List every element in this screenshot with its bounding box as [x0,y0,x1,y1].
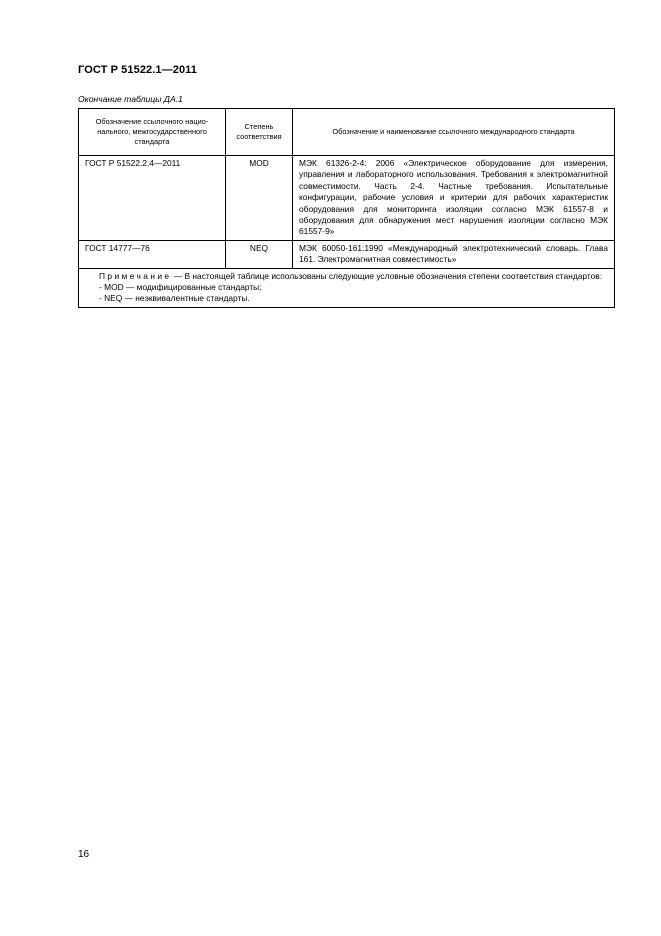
table-caption: Окончание таблицы ДА.1 [78,94,183,104]
table-note-row [79,268,615,307]
document-code: ГОСТ Р 51522.1—2011 [78,64,198,76]
header-degree-of-compliance: Степень соответствия [226,109,293,156]
page-number: 16 [78,849,90,860]
note-label: Примечание [99,270,172,281]
cell-degree-of-compliance: NEQ [226,240,293,268]
note-item-neq: - NEQ — неэквивалентные стандарты. [99,293,250,304]
cell-national-standard: ГОСТ Р 51522.2.4—2011 [79,156,226,241]
table-row [79,156,615,241]
header-national-standard: Обозначение ссылочного нацио-нального, межгосударственного стандарта [79,109,226,156]
cell-degree-of-compliance: MOD [226,156,293,241]
cell-international-standard: МЭК 61326-2-4: 2006 «Электрическое оборудование для измерения, управления и лабораторного использования. Требования к электромагнитной совместимости. Часть 2-4. Частные требования. Испытательные конфигурации, рабочие условия и критерии для рабочих характеристик оборудования для мониторинга изоляции согласно МЭК 61557-8 и оборудования для обнаружения мест нарушения изоляции согласно МЭК 61557-9» [293,156,615,241]
cell-international-standard: МЭК 60050-161:1990 «Международный электротехнический словарь. Глава 161. Электромагнитная совместимость» [293,240,615,268]
table-header-row [79,109,615,156]
cell-national-standard: ГОСТ 14777—76 [79,240,226,268]
note-paragraph [85,271,608,282]
note-text: — В настоящей таблице использованы следующие условные обозначения степени соответствия стандартов: [171,270,603,281]
table-note [79,268,615,307]
table-row [79,240,615,268]
note-item-mod: - MOD — модифицированные стандарты; [99,282,262,293]
reference-standards-table [78,108,615,308]
header-international-standard: Обозначение и наименование ссылочного международного стандарта [293,109,615,156]
